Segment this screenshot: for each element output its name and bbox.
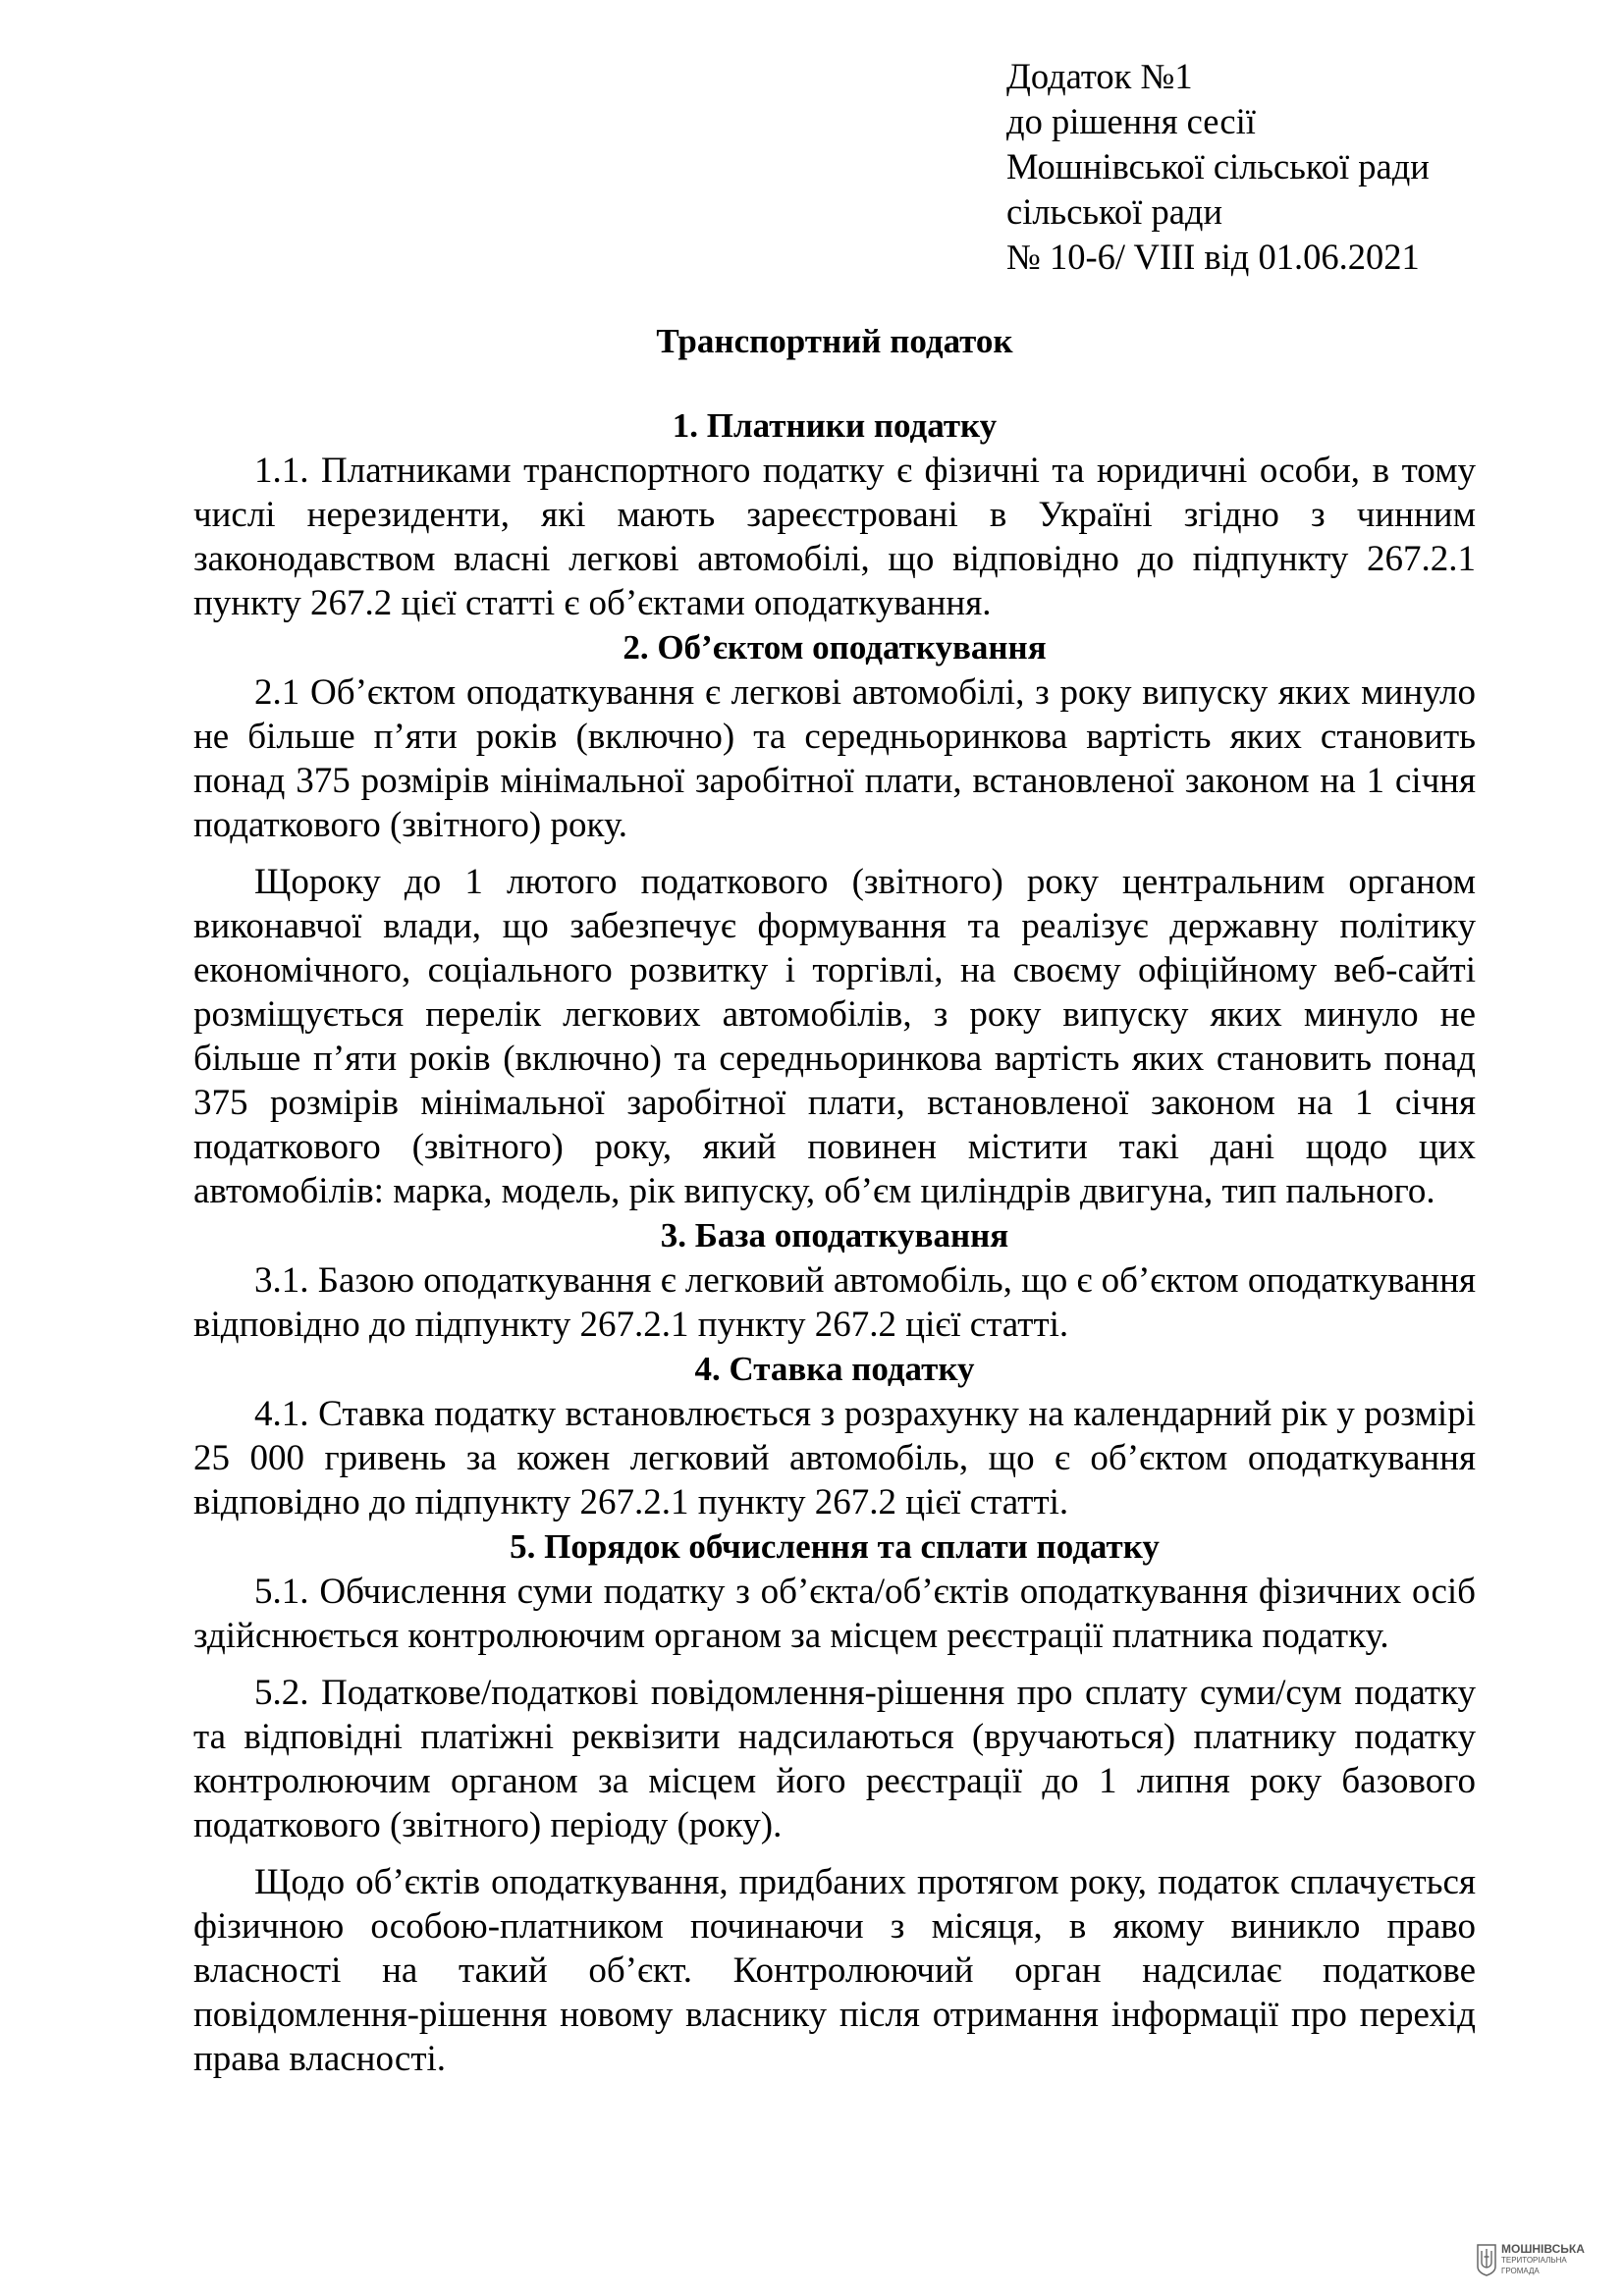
paragraph: 5.2. Податкове/податкові повідомлення-рішення про сплату суми/сум податку та відповідні платіжні реквізити надсилаються (вручаються) платнику податку контролюючим органом за місцем його реєстрації до 1 липня року базового податкового (звітного) періоду (року). [193,1673,1476,1845]
logo-line: МОШНІВСЬКА [1501,2241,1585,2256]
council-name: Мошнівської сільської ради [1006,146,1430,187]
document-title: Транспортний податок [656,322,1013,360]
appendix-label: Додаток №1 [1006,56,1193,96]
community-logo [1476,2238,1613,2281]
paragraph: 4.1. Ставка податку встановлюється з розрахунку на календарний рік у розмірі 25 000 гривень за кожен легковий автомобіль, що є об’єктом оподаткування відповідно до підпункту 267.2.1 пункту 267.2 цієї статті. [193,1394,1476,1522]
council-name-continued: сільської ради [1006,191,1222,232]
section-tax-rate [193,1347,1476,1524]
logo-line: ГРОМАДА [1501,2266,1540,2275]
paragraph: 3.1. Базою оподаткування є легковий автомобіль, що є об’єктом оподаткування відповідно до підпункту 267.2.1 пункту 267.2 цієї статті. [193,1260,1476,1345]
section-taxation-object [193,625,1476,1213]
decision-number-date: № 10-6/ VIII від 01.06.2021 [1006,237,1420,277]
section-heading: 1. Платники податку [672,406,998,445]
section-calculation-payment [193,1524,1476,2081]
section-tax-base [193,1213,1476,1347]
section-heading: 4. Ставка податку [694,1350,975,1388]
section-payers [193,403,1476,625]
document-body [193,319,1476,2081]
decision-reference: до рішення сесії [1006,101,1256,141]
appendix-header [1006,54,1430,280]
section-heading: 5. Порядок обчислення та сплати податку [510,1527,1160,1566]
paragraph: 5.1. Обчислення суми податку з об’єкта/об’єктів оподаткування фізичних осіб здійснюється контролюючим органом за місцем реєстрації платника податку. [193,1572,1476,1656]
paragraph: 1.1. Платниками транспортного податку є фізичні та юридичні особи, в тому числі нерезиденти, які мають зареєстровані в Україні згідно з чинним законодавством власні легкові автомобілі, що відповідно до підпункту 267.2.1 пункту 267.2 цієї статті є об’єктами оподаткування. [193,451,1476,623]
section-heading: 3. База оподаткування [660,1216,1009,1255]
logo-text [1501,2241,1585,2276]
logo-line: ТЕРИТОРІАЛЬНА [1501,2255,1567,2265]
paragraph: Щодо об’єктів оподаткування, придбаних протягом року, податок сплачується фізичною особою-платником починаючи з місяця, в якому виникло право власності на такий об’єкт. Контролюючий орган надсилає податкове повідомлення-рішення новому власнику після отримання інформації про перехід права власності. [193,1862,1476,2079]
paragraph: Щороку до 1 лютого податкового (звітного) року центральним органом виконавчої влади, що забезпечує формування та реалізує державну політику економічного, соціального розвитку і торгівлі, на своєму офіційному веб-сайті розміщується перелік легкових автомобілів, з року випуску яких минуло не більше п’яти років (включно) та середньоринкова вартість яких становить понад 375 розмірів мінімальної заробітної плати, встановленої законом на 1 січня податкового (звітного) року, який повинен містити такі дані щодо цих автомобілів: марка, модель, рік випуску, об’єм циліндрів двигуна, тип пального. [193,862,1476,1211]
paragraph: 2.1 Об’єктом оподаткування є легкові автомобілі, з року випуску яких минуло не більше п’яти років (включно) та середньоринкова вартість яких становить понад 375 розмірів мінімальної заробітної плати, встановленої законом на 1 січня податкового (звітного) року. [193,672,1476,845]
section-heading: 2. Об’єктом оподаткування [623,628,1047,667]
trident-emblem-icon [1476,2243,1497,2276]
